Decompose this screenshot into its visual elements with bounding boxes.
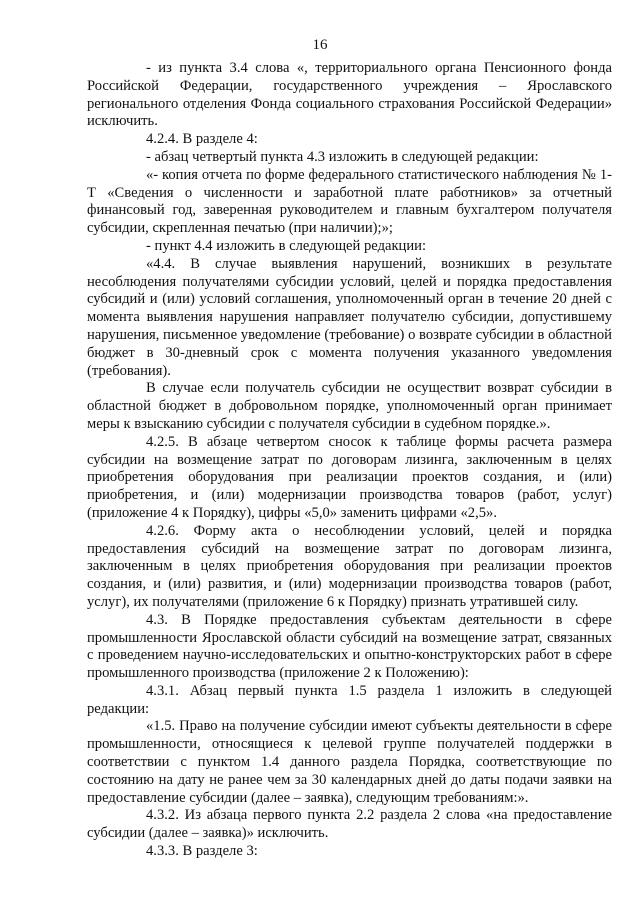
paragraph: 4.3.2. Из абзаца первого пункта 2.2 раздела 2 слова «на предоставление субсидии (далее – заявка)» исключить. — [87, 807, 612, 842]
paragraph: 4.3.3. В разделе 3: — [146, 843, 258, 860]
paragraph: «4.4. В случае выявления нарушений, возникших в результате несоблюдения получателями субсидии условий, целей и порядка предоставления субсидий и (или) условий соглашения, уполномоченный орган в течение 20 дней с момента выявления нарушения направляет получателю субсидии, допустившему нарушения, письменное уведомление (требование) о возврате субсидии в областной бюджет в 30-дневный срок с момента получения указанного уведомления (требования). — [87, 255, 612, 379]
paragraph: 4.2.6. Форму акта о несоблюдении условий, целей и порядка предоставления субсидий на возмещение затрат по договорам лизинга, заключенным в целях приобретения оборудования при реализации проектов создания, и (или) развития, и (или) модернизации производства товаров (работ, услуг), их получателями (приложение 6 к Порядку) признать утратившей силу. — [87, 522, 612, 610]
paragraph: 4.3.1. Абзац первый пункта 1.5 раздела 1 изложить в следующей редакции: — [87, 682, 612, 717]
paragraph: - из пункта 3.4 слова «, территориального органа Пенсионного фонда Российской Федерации, государственного учреждения – Ярославского регионального отделения Фонда социального страхования Российской Федерации» исключить. — [87, 60, 612, 130]
document-body — [87, 60, 612, 861]
page-number: 16 — [312, 37, 328, 53]
paragraph: «1.5. Право на получение субсидии имеют субъекты деятельности в сфере промышленности, относящиеся к целевой группе получателей поддержки в соответствии с пунктом 1.4 данного раздела Порядка, соответствующие по состоянию на дату не ранее чем за 30 календарных дней до даты подачи заявки на предоставление субсидии (далее – заявка), следующим требованиям:». — [87, 718, 612, 806]
paragraph: 4.3. В Порядке предоставления субъектам деятельности в сфере промышленности Ярославской области субсидий на возмещение затрат, связанных с проведением научно-исследовательских и опытно-конструкторских работ в сфере промышленного производства (приложение 2 к Положению): — [87, 611, 612, 682]
paragraph: 4.2.4. В разделе 4: — [146, 131, 258, 148]
paragraph: - абзац четвертый пункта 4.3 изложить в следующей редакции: — [146, 148, 539, 165]
paragraph: - пункт 4.4 изложить в следующей редакции: — [146, 237, 427, 254]
paragraph: «- копия отчета по форме федерального статистического наблюдения № 1-Т «Сведения о численности и заработной плате работников» за отчетный финансовый год, заверенная руководителем и главным бухгалтером получателя субсидии, скрепленная печатью (при наличии);»; — [87, 166, 612, 237]
paragraph: В случае если получатель субсидии не осуществит возврат субсидии в областной бюджет в добровольном порядке, уполномоченный орган принимает меры к взысканию субсидии с получателя субсидии в судебном порядке.». — [87, 380, 612, 432]
paragraph: 4.2.5. В абзаце четвертом сносок к таблице формы расчета размера субсидии на возмещение затрат по договорам лизинга, заключенным в целях приобретения оборудования при реализации проектов создания, и (или) приобретения, и (или) модернизации производства товаров (работ, услуг) (приложение 4 к Порядку), цифры «5,0» заменить цифрами «2,5». — [87, 433, 612, 521]
